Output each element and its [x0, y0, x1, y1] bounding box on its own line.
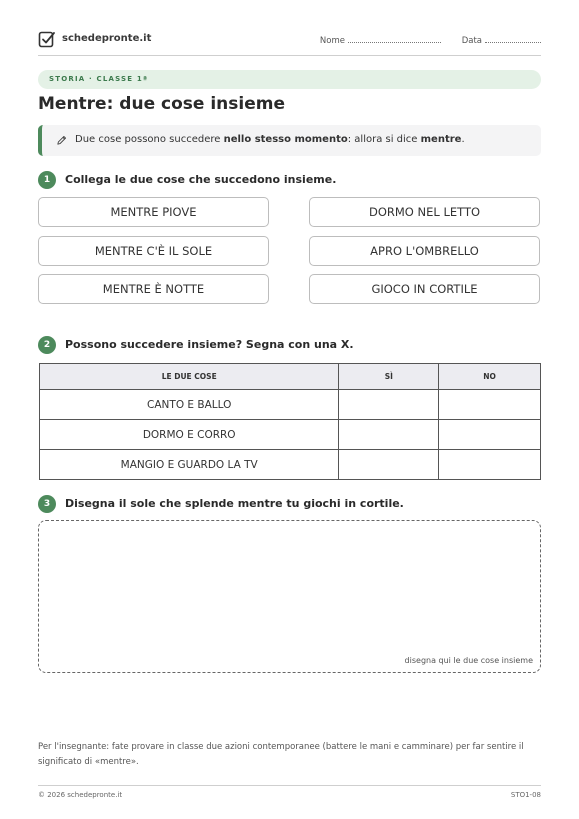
drawing-hint: disegna qui le due cose insieme — [404, 656, 533, 665]
drawing-area[interactable] — [38, 520, 541, 673]
match-left-item[interactable]: MENTRE È NOTTE — [38, 274, 269, 304]
yes-cell[interactable] — [339, 450, 439, 480]
yes-cell[interactable] — [339, 420, 439, 450]
date-label: Data — [461, 36, 482, 46]
yes-cell[interactable] — [339, 390, 439, 420]
question-text: Disegna il sole che splende mentre tu giochi in cortile. — [65, 497, 404, 510]
subject-pill: STORIA · CLASSE 1ª — [38, 70, 541, 89]
table-header-row — [40, 364, 541, 390]
match-left-item[interactable]: MENTRE PIOVE — [38, 197, 269, 227]
page-title: Mentre: due cose insieme — [38, 94, 285, 114]
teacher-note: Per l'insegnante: fate provare in classe due azioni contemporanee (battere le mani e camminare) per far sentire il significato di «mentre». — [38, 742, 524, 767]
pencil-icon — [56, 135, 67, 146]
page-footer — [38, 785, 541, 799]
logo-text: schedepronte.it — [62, 33, 152, 44]
column-header: LE DUE COSE — [40, 364, 339, 390]
row-label: CANTO E BALLO — [40, 390, 339, 420]
match-right-item[interactable]: GIOCO IN CORTILE — [309, 274, 540, 304]
name-date-fields — [320, 35, 541, 46]
row-label: MANGIO E GUARDO LA TV — [40, 450, 339, 480]
question-number: 1 — [38, 171, 56, 189]
question-text: Collega le due cose che succedono insieme. — [65, 173, 337, 186]
no-cell[interactable] — [439, 390, 541, 420]
table-row — [40, 450, 541, 480]
name-label: Nome — [319, 36, 345, 46]
match-left-item[interactable]: MENTRE C'È IL SOLE — [38, 236, 269, 266]
column-header: SÌ — [339, 364, 439, 390]
row-label: DORMO E CORRO — [40, 420, 339, 450]
callout-text: Due cose possono succedere nello stesso momento: allora si dice mentre. — [75, 134, 465, 145]
logo-check-icon — [38, 30, 56, 48]
match-right-item[interactable]: APRO L'OMBRELLO — [309, 236, 540, 266]
question-number: 2 — [38, 336, 56, 354]
table-row — [40, 420, 541, 450]
definition-callout — [38, 125, 541, 156]
column-header: NO — [439, 364, 541, 390]
table-row — [40, 390, 541, 420]
name-line[interactable] — [348, 35, 441, 43]
date-line[interactable] — [485, 35, 541, 43]
question-number: 3 — [38, 495, 56, 513]
page-header — [38, 30, 541, 56]
yes-no-table — [39, 363, 541, 480]
question-text: Possono succedere insieme? Segna con una X. — [65, 338, 354, 351]
match-right-item[interactable]: DORMO NEL LETTO — [309, 197, 540, 227]
copyright-text: © 2026 schedepronte.it — [38, 791, 123, 799]
sheet-code: STO1-08 — [510, 791, 541, 799]
no-cell[interactable] — [439, 450, 541, 480]
no-cell[interactable] — [439, 420, 541, 450]
